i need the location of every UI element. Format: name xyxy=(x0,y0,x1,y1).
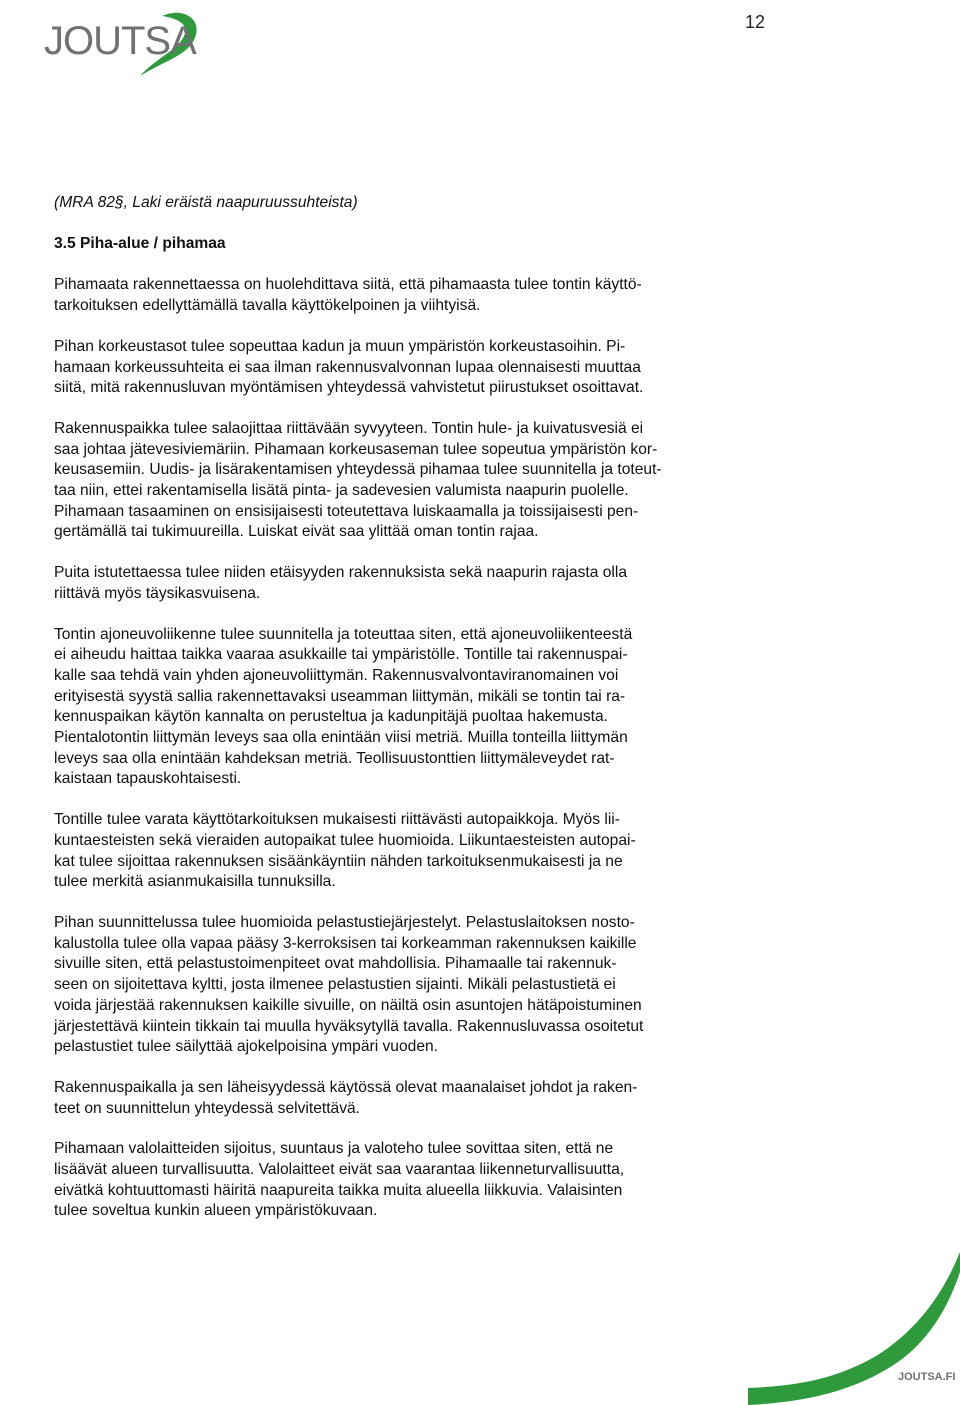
paragraph-line: saa johtaa jätevesiviemäriin. Pihamaan korkeusaseman tulee sopeutua ympäristön kor- xyxy=(54,440,658,458)
paragraph-line: kalle saa tehdä vain yhden ajoneuvoliittymän. Rakennusvalvontaviranomainen voi xyxy=(54,666,619,684)
paragraph-line: pelastustiet tulee säilyttää ajokelpoisina ympäri vuoden. xyxy=(54,1038,439,1056)
paragraph-line: eivätkä kohtuuttomasti häiritä naapureita taikka muita alueella liikkuvia. Valaisinten xyxy=(54,1181,623,1199)
paragraph-line: tarkoituksen edellyttämällä tavalla käyttökelpoinen ja viihtyisä. xyxy=(54,297,481,315)
paragraph xyxy=(54,810,724,893)
paragraph xyxy=(54,563,724,604)
paragraph-line: teet on suunnittelun yhteydessä selvitettävä. xyxy=(54,1099,361,1117)
paragraph-line: kalustolla tulee olla vapaa pääsy 3-kerroksisen tai korkeamman rakennuksen kaikille xyxy=(54,934,637,952)
paragraph xyxy=(54,1139,724,1222)
paragraph-line: erityisestä syystä sallia rakennettavaksi useamman liittymän, mikäli se tontin tai ra- xyxy=(54,687,626,705)
paragraph-line: Pihan korkeustasot tulee sopeuttaa kadun ja muun ympäristön korkeustasoihin. Pi- xyxy=(54,337,626,355)
page-number: 12 xyxy=(745,12,766,32)
paragraph-line: taa niin, ettei rakentamisella lisätä pinta- ja sadevesien valumista naapurin puolelle. xyxy=(54,482,629,500)
paragraph xyxy=(54,419,724,543)
paragraph xyxy=(54,625,724,791)
paragraph-line: keusasemiin. Uudis- ja lisärakentamisen yhteydessä pihamaa tulee suunnitella ja toteut- xyxy=(54,461,662,479)
paragraph-line: riittävä myös täysikasvuisena. xyxy=(54,584,261,602)
paragraph-line: Pientalotontin liittymän leveys saa olla enintään viisi metriä. Muilla tonteilla liittymän xyxy=(54,729,628,747)
paragraph-line: järjestettävä kiintein tikkain tai muulla hyväksytyllä tavalla. Rakennusluvassa osoitetut xyxy=(54,1017,644,1035)
paragraph-line: seen on sijoitettava kyltti, josta ilmenee pelastustien sijainti. Mikäli pelastustietä ei xyxy=(54,976,616,994)
paragraph-line: voida järjestää rakennuksen kaikille sivuille, on näiltä osin asuntojen hätäpoistuminen xyxy=(54,996,642,1014)
paragraph-line: Pihamaan tasaaminen on ensisijaisesti toteutettava luiskaamalla ja toissijaisesti pen- xyxy=(54,502,639,520)
paragraph-line: sivuille siten, että pelastustoimenpiteet ovat mahdollisia. Pihamaalle tai rakennuk- xyxy=(54,955,617,973)
paragraph-line: tulee soveltua kunkin alueen ympäristökuvaan. xyxy=(54,1202,378,1220)
paragraph xyxy=(54,913,724,1058)
paragraph xyxy=(54,337,724,399)
paragraph-line: kaistaan tapauskohtaisesti. xyxy=(54,770,242,788)
paragraph-line: tulee merkitä asianmukaisilla tunnuksilla. xyxy=(54,873,336,891)
joutsa-logo xyxy=(44,6,224,84)
paragraph-line: Pihamaan valolaitteiden sijoitus, suuntaus ja valoteho tulee sovittaa siten, että ne xyxy=(54,1140,614,1158)
paragraph-line: Tontille tulee varata käyttötarkoituksen mukaisesti riittävästi autopaikkoja. Myös lii- xyxy=(54,811,620,829)
paragraph-line: siitä, mitä rakennusluvan myöntämisen yhteydessä vahvistetut piirustukset osoittavat. xyxy=(54,379,644,397)
paragraph-list xyxy=(54,275,724,1222)
paragraph-line: leveys saa olla enintään kahdeksan metriä. Teollisuustonttien liittymäleveydet rat- xyxy=(54,749,615,767)
paragraph-line: gertämällä tai tukimuureilla. Luiskat eivät saa ylittää oman tontin rajaa. xyxy=(54,523,539,541)
paragraph-line: kennuspaikan käytön kannalta on perusteltua ja kadunpitäjä puoltaa hakemusta. xyxy=(54,708,608,726)
paragraph-line: Pihamaata rakennettaessa on huolehdittava siitä, että pihamaasta tulee tontin käyttö- xyxy=(54,276,642,294)
paragraph-line: Puita istutettaessa tulee niiden etäisyyden rakennuksista sekä naapurin rajasta olla xyxy=(54,564,627,582)
paragraph-line: Rakennuspaikka tulee salaojittaa riittävään syvyyteen. Tontin hule- ja kuivatusvesiä ei xyxy=(54,419,644,437)
paragraph-line: Tontin ajoneuvoliikenne tulee suunnitella ja toteuttaa siten, että ajoneuvoliikenteestä xyxy=(54,625,633,643)
paragraph-line: Pihan suunnittelussa tulee huomioida pelastustiejärjestelyt. Pelastuslaitoksen nosto- xyxy=(54,913,635,931)
footer-logo-text: JOUTSA.FI xyxy=(898,1371,956,1383)
paragraph-line: lisäävät alueen turvallisuutta. Valolaitteet eivät saa vaarantaa liikenneturvallisuutta, xyxy=(54,1161,625,1179)
section-heading: 3.5 Piha-alue / pihamaa xyxy=(54,234,226,252)
paragraph xyxy=(54,1078,724,1119)
logo-text: JOUTSA xyxy=(44,19,196,63)
paragraph-line: hamaan korkeussuhteita ei saa ilman rakennusvalvonnan lupaa olennaisesti muuttaa xyxy=(54,358,641,376)
paragraph-line: Rakennuspaikalla ja sen läheisyydessä käytössä olevat maanalaiset johdot ja raken- xyxy=(54,1078,638,1096)
paragraph-line: kat tulee sijoittaa rakennuksen sisäänkäyntiin nähden tarkoituksenmukaisesti ja ne xyxy=(54,852,623,870)
paragraph-line: kuntaesteisten sekä vieraiden autopaikat tulee huomioida. Liikuntaesteisten autopai- xyxy=(54,831,636,849)
document-body xyxy=(54,193,724,1222)
joutsa-fi-logo xyxy=(748,1252,960,1405)
paragraph-line: ei aiheudu haittaa taikka vaaraa asukkaille tai ympäristölle. Tontille tai rakennuspai- xyxy=(54,646,628,664)
paragraph xyxy=(54,275,724,316)
legal-reference: (MRA 82§, Laki eräistä naapuruussuhteista) xyxy=(54,194,358,211)
